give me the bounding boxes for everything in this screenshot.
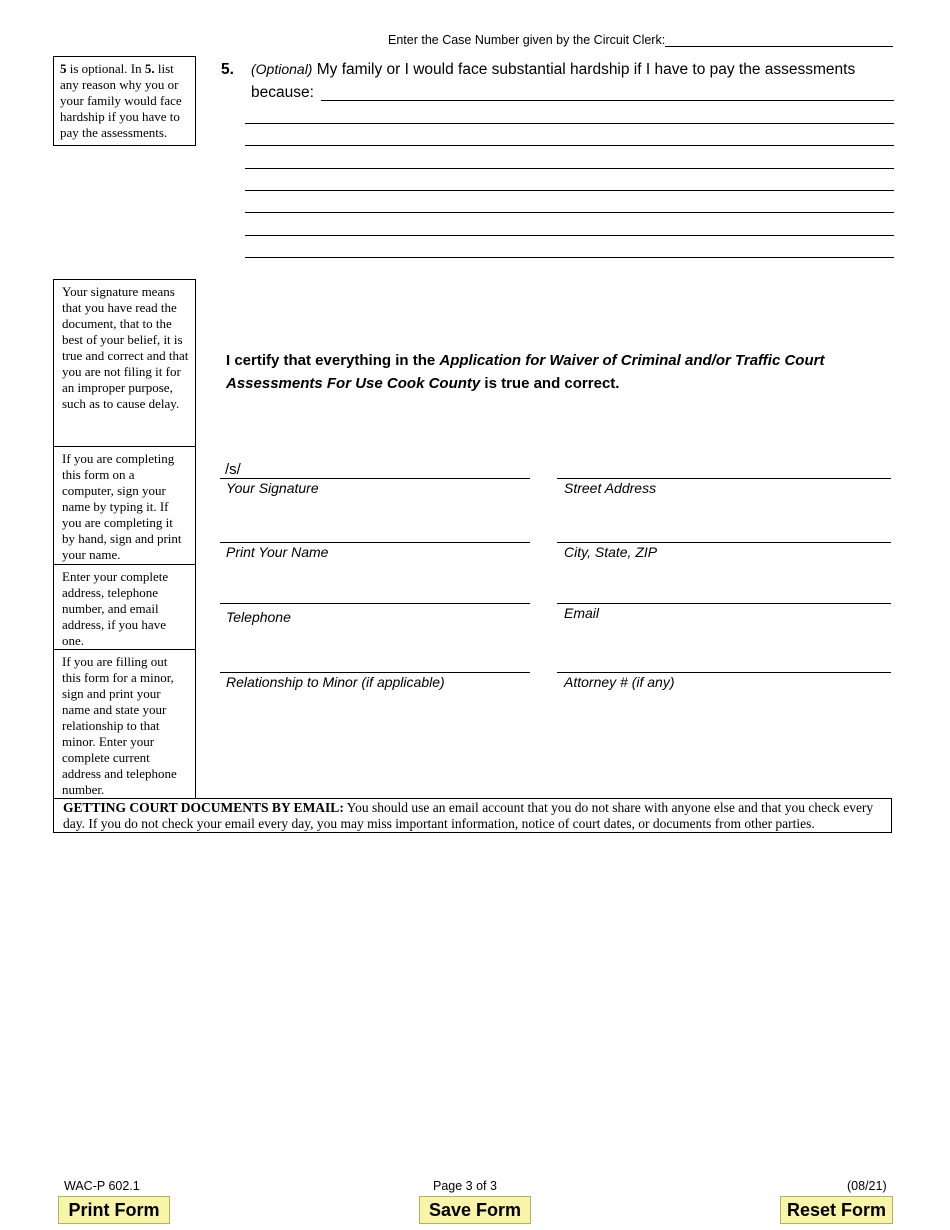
hardship-reason-line-1[interactable] bbox=[321, 82, 894, 101]
certification-form-title: Application for Waiver of Criminal and/or Traffic Court Assessments For Use Cook County bbox=[226, 352, 825, 392]
email-input[interactable] bbox=[557, 586, 891, 604]
attorney-number-input[interactable] bbox=[557, 655, 891, 673]
email-notice-text: You should use an email account that you do not share with anyone else and that you check every day. If you do not check your email every day, you may miss important information, notice of court dates, or documents from other parties. bbox=[63, 800, 874, 831]
print-name-label: Print Your Name bbox=[226, 544, 329, 560]
optional-note-bold-number: 5 bbox=[60, 61, 67, 76]
email-notice-heading: GETTING COURT DOCUMENTS BY EMAIL: bbox=[63, 800, 344, 815]
optional-note-text-2: list any reason why you or your family would face hardship if you have to pay the assessments. bbox=[60, 61, 182, 140]
hardship-reason-line-5[interactable] bbox=[245, 172, 894, 191]
page-number: Page 3 of 3 bbox=[433, 1179, 497, 1193]
item-5-optional-label: (Optional) bbox=[251, 61, 313, 77]
certification-suffix: is true and correct. bbox=[480, 374, 620, 392]
minor-instructions: If you are filling out this form for a minor, sign and print your name and state your relationship to that minor. Enter your complete current address and telephone number. bbox=[62, 654, 177, 797]
form-code: WAC-P 602.1 bbox=[64, 1179, 140, 1193]
email-label: Email bbox=[564, 605, 600, 621]
signature-instructions: Your signature means that you have read the document, that to the best of your belief, it is true and correct and that you are not filing it for an improper purpose, such as to cause delay. bbox=[54, 280, 195, 447]
print-form-button[interactable]: Print Form bbox=[58, 1196, 170, 1224]
signature-input[interactable] bbox=[220, 461, 530, 479]
relationship-to-minor-input[interactable] bbox=[220, 655, 530, 673]
signature-label: Your Signature bbox=[226, 480, 319, 496]
computer-signing-instructions: If you are completing this form on a computer, sign your name by typing it. If you are completing it by hand, sign and print your name. bbox=[54, 447, 195, 565]
case-number-input[interactable] bbox=[665, 31, 893, 47]
hardship-reason-line-2[interactable] bbox=[245, 105, 894, 124]
street-address-label: Street Address bbox=[564, 480, 657, 496]
form-version: (08/21) bbox=[847, 1179, 887, 1193]
item-5-number: 5. bbox=[221, 61, 234, 78]
hardship-reason-line-3[interactable] bbox=[245, 127, 894, 146]
attorney-number-label: Attorney # (if any) bbox=[564, 674, 675, 690]
item-5-because-label: because: bbox=[251, 84, 314, 101]
case-number-label: Enter the Case Number given by the Circuit Clerk: bbox=[388, 33, 666, 47]
telephone-input[interactable] bbox=[220, 586, 530, 604]
item-5-statement bbox=[251, 61, 855, 79]
optional-note-bold-ref: 5. bbox=[144, 61, 155, 76]
hardship-reason-line-4[interactable] bbox=[245, 150, 894, 169]
save-form-button[interactable]: Save Form bbox=[419, 1196, 531, 1224]
item-5-text: My family or I would face substantial hardship if I have to pay the assessments bbox=[312, 61, 856, 78]
certification-prefix: I certify that everything in the bbox=[226, 352, 440, 369]
hardship-reason-line-6[interactable] bbox=[245, 194, 894, 213]
telephone-label: Telephone bbox=[226, 609, 291, 625]
reset-form-button[interactable]: Reset Form bbox=[780, 1196, 893, 1224]
relationship-to-minor-label: Relationship to Minor (if applicable) bbox=[226, 674, 445, 690]
city-state-zip-label: City, State, ZIP bbox=[564, 544, 658, 560]
sidebar-optional-note bbox=[53, 56, 196, 146]
hardship-reason-line-7[interactable] bbox=[245, 217, 894, 236]
hardship-reason-line-8[interactable] bbox=[245, 239, 894, 258]
street-address-input[interactable] bbox=[557, 461, 891, 479]
city-state-zip-input[interactable] bbox=[557, 525, 891, 543]
address-instructions: Enter your complete address, telephone number, and email address, if you have one. bbox=[54, 565, 195, 650]
optional-note-text-1: is optional. In bbox=[66, 61, 145, 76]
print-name-input[interactable] bbox=[220, 525, 530, 543]
sidebar-instructions bbox=[53, 279, 196, 799]
certification-statement bbox=[226, 350, 886, 395]
email-notice bbox=[53, 798, 892, 833]
